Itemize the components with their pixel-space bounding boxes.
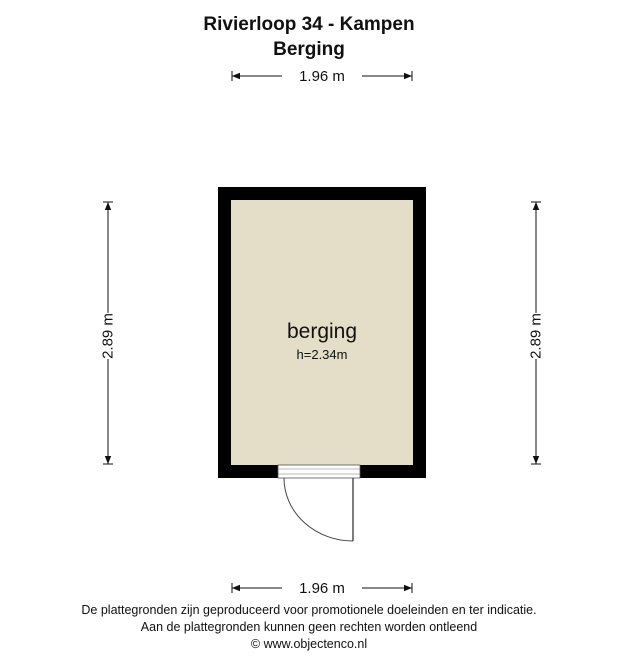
footer-rights: Aan de plattegronden kunnen geen rechten worden ontleend [140,620,478,634]
room-height: h=2.34m [296,347,348,362]
top-dimension-label: 1.96 m [282,68,362,85]
door-threshold [278,465,360,478]
right-dimension-label: 2.89 m [527,313,545,359]
bottom-dimension-label: 1.96 m [282,580,362,597]
footer-copyright: © www.objectenco.nl [250,637,368,651]
room-name: berging [286,320,358,343]
footer-disclaimer: De plattegronden zijn geproduceerd voor promotionele doeleinden en ter indicatie. [81,603,537,617]
door-swing [284,478,353,541]
plan-subtitle: Berging [273,39,345,60]
left-dimension-label: 2.89 m [99,313,117,359]
plan-title: Rivierloop 34 - Kampen [203,14,415,35]
